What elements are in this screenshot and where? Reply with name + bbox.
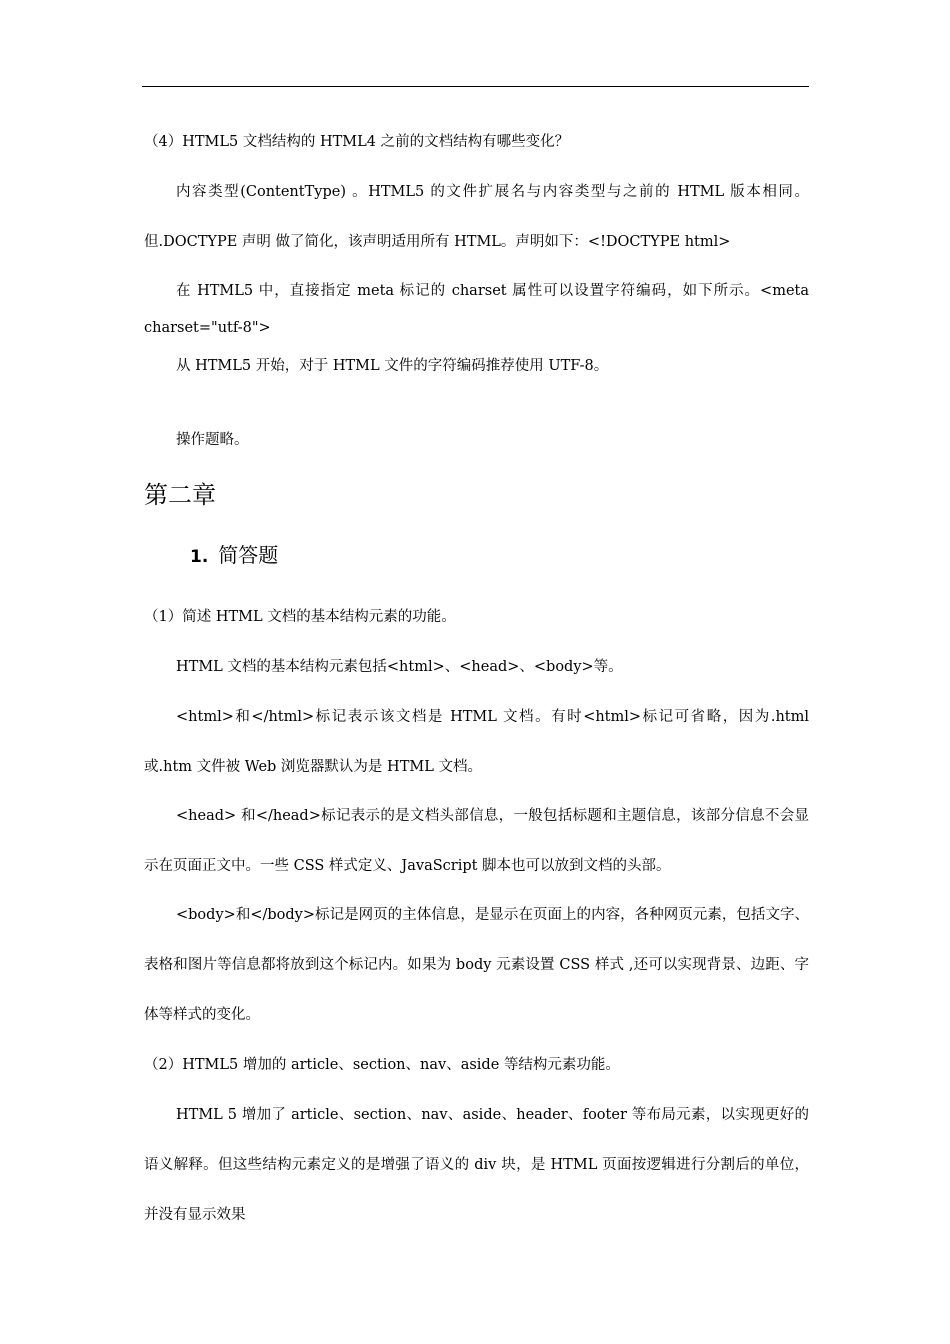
q2-paragraph-1: HTML 5 增加了 article、section、nav、aside、header、footer 等布局元素，以实现更好的语义解释。但这些结构元素定义的是增强了语义的 div 块，是 HTML 页面按逻辑进行分割后的单位，并没有显示效果 [144,1107,809,1223]
q1-paragraph-1: HTML 文档的基本结构元素包括<html>、<head>、<body>等。 [176,659,623,675]
section-number: 1. [190,547,209,567]
question-4-title: （4）HTML5 文档结构的 HTML4 之前的文档结构有哪些变化？ [144,134,570,150]
utf8-paragraph: 从 HTML5 开始，对于 HTML 文件的字符编码推荐使用 UTF-8。 [176,358,609,374]
q1-paragraph-3: <head> 和</head>标记表示的是文档头部信息，一般包括标题和主题信息，该部分信息不会显示在页面正文中。一些 CSS 样式定义、JavaScript 脚本也可以放到文档的头部。 [144,808,809,874]
question-1-title: （1）简述 HTML 文档的基本结构元素的功能。 [144,609,456,625]
q1-paragraph-2: <html>和</html>标记表示该文档是 HTML 文档。有时<html>标记可省略，因为.html 或.htm 文件被 Web 浏览器默认为是 HTML 文档。 [144,709,809,775]
header-rule [142,86,809,87]
operations-note: 操作题略。 [176,432,249,448]
section-heading [190,539,278,568]
content-type-paragraph: 内容类型(ContentType) 。HTML5 的文件扩展名与内容类型与之前的 HTML 版本相同。但.DOCTYPE 声明 做了简化，该声明适用所有 HTML。声明如下：<!DOCTYPE html> [144,184,809,250]
chapter-title: 第二章 [144,481,216,509]
q1-paragraph-4: <body>和</body>标记是网页的主体信息，是显示在页面上的内容，各种网页元素，包括文字、表格和图片等信息都将放到这个标记内。如果为 body 元素设置 CSS 样式 ,还可以实现背景、边距、字体等样式的变化。 [144,907,809,1023]
charset-paragraph: 在 HTML5 中，直接指定 meta 标记的 charset 属性可以设置字符编码，如下所示。<meta charset="utf-8"> [144,283,809,336]
question-2-title: （2）HTML5 增加的 article、section、nav、aside 等结构元素功能。 [144,1057,620,1073]
section-title: 简答题 [218,543,279,567]
